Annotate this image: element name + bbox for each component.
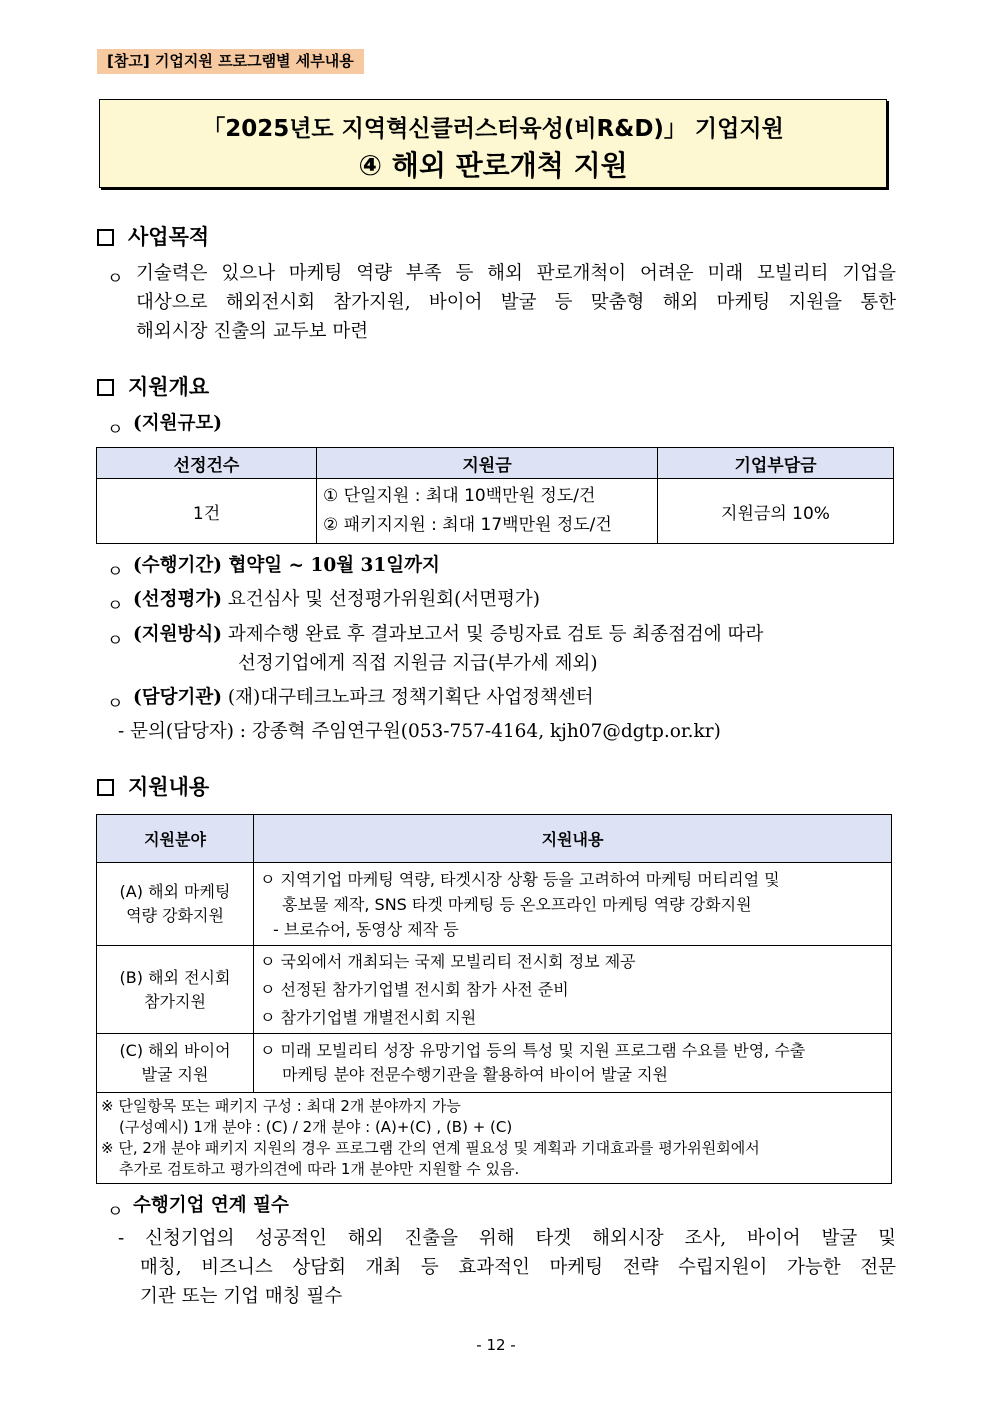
purpose-line: 기술력은 있으나 마케팅 역량 부족 등 해외 판로개척이 어려운 미래 모빌리티 기업을: [136, 263, 896, 284]
content-item: 마케팅 분야 전문수행기관을 활용하여 바이어 발굴 지원: [282, 1065, 669, 1084]
section-overview-heading: [97, 371, 209, 401]
title-line-2: ④ 해외 판로개척 지원: [358, 149, 628, 182]
section-purpose-heading: [97, 221, 209, 251]
title-line-1: 「2025년도 지역혁신클러스터육성(비R&D)」 기업지원: [202, 116, 784, 142]
bullet-circle-icon: ㅇ: [107, 562, 124, 582]
agency-label: (담당기관): [133, 687, 222, 708]
purpose-paragraph: [136, 259, 896, 346]
support-option: ② 패키지지원 : 최대 17백만원 정도/건: [323, 515, 612, 535]
table-row: [97, 479, 894, 544]
linkage-paragraph: [118, 1224, 896, 1311]
checkbox-square-icon: [97, 779, 114, 796]
agency-row: [133, 683, 594, 712]
linkage-line: - 신청기업의 성공적인 해외 진출을 위해 타겟 해외시장 조사, 바이어 발굴 및: [118, 1228, 896, 1249]
note-line: 추가로 검토하고 평가의견에 따라 1개 분야만 지원할 수 있음.: [119, 1160, 520, 1178]
bullet-circle-icon: ㅇ: [107, 1202, 124, 1222]
method-row: [133, 620, 763, 649]
bullet-circle-icon: ㅇ: [107, 694, 124, 714]
field-label: 참가지원: [144, 991, 206, 1011]
content-item: ㅇ 참가기업별 개별전시회 지원: [260, 1007, 477, 1027]
linkage-label: 수행기업 연계 필수: [133, 1195, 289, 1216]
table-row: [97, 1034, 892, 1093]
agency-value: (재)대구테크노파크 정책기획단 사업정책센터: [227, 687, 594, 708]
content-cell: [254, 946, 892, 1034]
bullet-circle-icon: ㅇ: [107, 269, 124, 289]
page-number: - 12 -: [476, 1336, 516, 1354]
table-header-cell: 지원금: [317, 448, 658, 479]
reference-tag: [참고] 기업지원 프로그램별 세부내용: [97, 49, 364, 74]
table-row: [97, 946, 892, 1034]
period-row: [133, 551, 440, 580]
purpose-line: 해외시장 진출의 교두보 마련: [136, 321, 369, 342]
table-header-row: [97, 448, 894, 479]
period-value: 협약일 ~ 10월 31일까지: [228, 555, 440, 576]
scale-label: (지원규모): [133, 413, 222, 434]
eval-value: 요건심사 및 선정평가위원회(서면평가): [227, 589, 541, 610]
table-row: [97, 863, 892, 946]
field-cell: [97, 863, 254, 946]
contact-line: - 문의(담당자) : 강종혁 주임연구원(053-757-4164, kjh07@dgtp.or.kr): [118, 721, 721, 742]
content-item: ㅇ 국외에서 개최되는 국제 모빌리티 전시회 정보 제공: [260, 951, 636, 971]
table-header-cell: 기업부담금: [658, 448, 894, 479]
section-content-title: 지원내용: [128, 775, 210, 799]
title-box: [99, 99, 887, 188]
table-header-row: [97, 815, 892, 863]
content-item: - 브로슈어, 동영상 제작 등: [273, 919, 459, 939]
purpose-line: 대상으로 해외전시회 참가지원, 바이어 발굴 등 맞춤형 해외 마케팅 지원을 통한: [136, 292, 896, 313]
field-cell: [97, 946, 254, 1034]
bullet-circle-icon: ㅇ: [107, 596, 124, 616]
support-content-table: [96, 814, 892, 1184]
support-scale-table: [96, 447, 894, 544]
content-item: ㅇ 미래 모빌리티 성장 유망기업 등의 특성 및 지원 프로그램 수요를 반영, 수출: [260, 1041, 806, 1060]
bullet-circle-icon: ㅇ: [107, 420, 124, 440]
linkage-line: 매칭, 비즈니스 상담회 개최 등 효과적인 마케팅 전략 수립지원이 가능한 전문: [140, 1257, 896, 1278]
notes-cell: [97, 1093, 892, 1184]
note-line: ※ 단, 2개 분야 패키지 지원의 경우 프로그램 간의 연계 필요성 및 계획과 기대효과를 평가위원회에서: [101, 1139, 760, 1157]
checkbox-square-icon: [97, 379, 114, 396]
note-line: ※ 단일항목 또는 패키지 구성 : 최대 2개 분야까지 가능: [101, 1097, 461, 1115]
bullet-circle-icon: ㅇ: [107, 631, 124, 651]
field-label: 역량 강화지원: [126, 906, 224, 925]
field-label: (A) 해외 마케팅: [119, 882, 231, 901]
method-label: (지원방식): [133, 624, 222, 645]
table-notes-row: [97, 1093, 892, 1184]
content-item: ㅇ 지역기업 마케팅 역량, 타겟시장 상황 등을 고려하여 마케팅 머티리얼 및: [260, 869, 780, 889]
method-value: 과제수행 완료 후 결과보고서 및 증빙자료 검토 등 최종점검에 따라: [227, 624, 764, 645]
checkbox-square-icon: [97, 229, 114, 246]
note-line: (구성예시) 1개 분야 : (C) / 2개 분야 : (A)+(C) , (B) + (C): [119, 1118, 513, 1136]
field-label: 발굴 지원: [141, 1065, 209, 1084]
table-header-cell: 지원내용: [254, 815, 892, 863]
content-item: 홍보물 제작, SNS 타겟 마케팅 등 온오프라인 마케팅 역량 강화지원: [282, 894, 752, 914]
eval-row: [133, 585, 540, 614]
section-overview-title: 지원개요: [128, 375, 210, 399]
table-cell-burden: 지원금의 10%: [658, 479, 894, 544]
content-cell: [254, 1034, 892, 1093]
field-label: (B) 해외 전시회: [119, 967, 231, 987]
table-cell-count: 1건: [97, 479, 317, 544]
section-content-heading: [97, 771, 209, 801]
content-cell: [254, 863, 892, 946]
table-cell-support: [317, 479, 658, 544]
table-header-cell: 선정건수: [97, 448, 317, 479]
eval-label: (선정평가): [133, 589, 222, 610]
method-value-cont: 선정기업에게 직접 지원금 지급(부가세 제외): [238, 653, 598, 674]
linkage-line: 기관 또는 기업 매칭 필수: [140, 1286, 343, 1307]
content-item: ㅇ 선정된 참가기업별 전시회 참가 사전 준비: [260, 979, 569, 999]
support-option: ① 단일지원 : 최대 10백만원 정도/건: [323, 486, 596, 506]
field-label: (C) 해외 바이어: [119, 1041, 231, 1060]
section-purpose-title: 사업목적: [128, 225, 210, 249]
field-cell: [97, 1034, 254, 1093]
period-label: (수행기간): [133, 555, 222, 576]
table-header-cell: 지원분야: [97, 815, 254, 863]
